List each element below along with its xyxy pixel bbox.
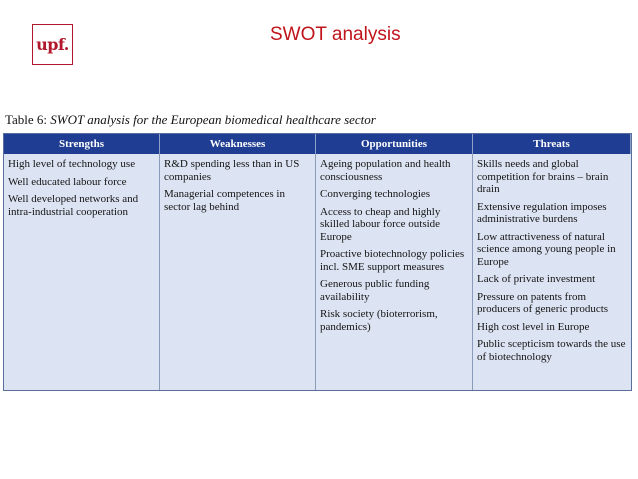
table-caption-label: Table 6: [5, 112, 51, 127]
table-caption-text: SWOT analysis for the European biomedical healthcare sector [50, 112, 376, 127]
opportunity-item: Access to cheap and highly skilled labour force outside Europe [320, 205, 441, 243]
threat-item: Low attractiveness of natural science among young people in Europe [477, 230, 616, 268]
opportunities-column [316, 154, 473, 390]
threat-item: Extensive regulation imposes administrative burdens [477, 200, 607, 225]
strengths-column [4, 154, 160, 390]
opportunity-item: Generous public funding availability [320, 278, 430, 303]
header-weaknesses: Weaknesses [160, 134, 316, 154]
slide-title: SWOT analysis [270, 24, 401, 45]
weakness-item: Managerial competences in sector lag behind [164, 188, 285, 213]
header-opportunities: Opportunities [316, 134, 473, 154]
threat-item: High cost level in Europe [477, 320, 590, 333]
weakness-item: R&D spending less than in US companies [164, 158, 300, 183]
header-threats: Threats [473, 134, 631, 154]
threats-column [473, 154, 631, 390]
opportunity-item: Risk society (bioterrorism, pandemics) [320, 308, 438, 333]
opportunity-item: Converging technologies [320, 188, 431, 200]
weaknesses-column [160, 154, 316, 390]
opportunity-item: Ageing population and health consciousness [320, 158, 451, 183]
threat-item: Lack of private investment [477, 273, 596, 285]
strength-item: Well educated labour force [8, 175, 127, 188]
header-strengths: Strengths [4, 134, 160, 154]
table-caption [5, 112, 376, 128]
upf-logo [32, 24, 73, 65]
threat-item: Public scepticism towards the use of biotechnology [477, 338, 626, 363]
logo-text: upf. [36, 35, 69, 54]
opportunity-item: Proactive biotechnology policies incl. SME support measures [320, 248, 465, 273]
strength-item: High level of technology use [8, 158, 136, 170]
strength-item: Well developed networks and intra-industrial cooperation [8, 193, 139, 218]
threat-item: Pressure on patents from producers of generic products [477, 290, 609, 315]
threat-item: Skills needs and global competition for brains – brain drain [477, 158, 609, 195]
swot-table [3, 133, 632, 391]
